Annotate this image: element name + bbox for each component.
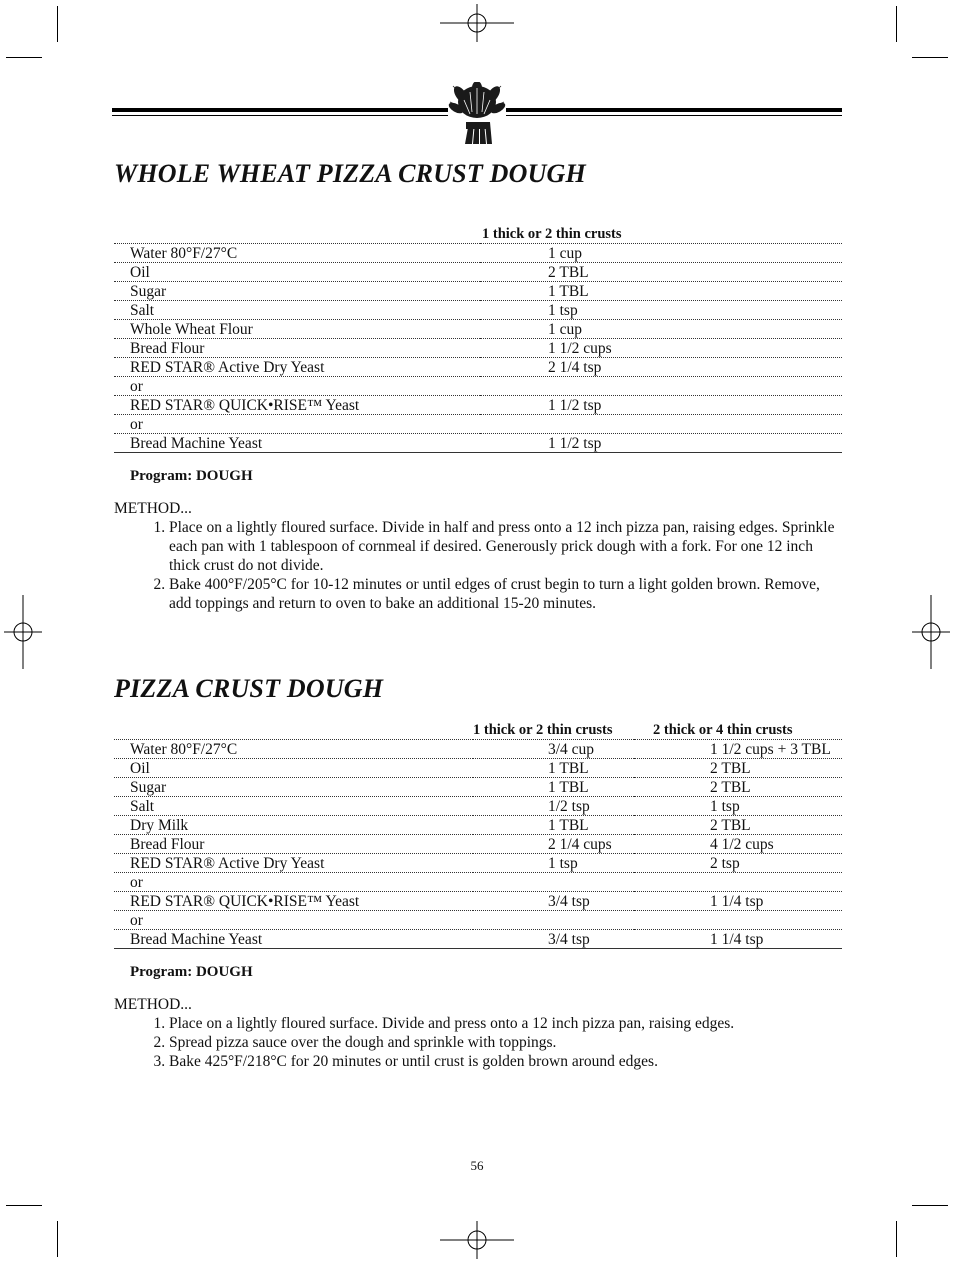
amount-cell: 1/2 tsp bbox=[473, 797, 634, 816]
method-steps bbox=[114, 1014, 844, 1071]
section-title: WHOLE WHEAT PIZZA CRUST DOUGH bbox=[114, 159, 586, 188]
table-row bbox=[114, 282, 842, 301]
ingredient-cell: or bbox=[114, 415, 480, 434]
table-row bbox=[114, 797, 842, 816]
crop-mark bbox=[57, 6, 58, 42]
table-row bbox=[114, 740, 842, 759]
amount-cell: 2 1/4 tsp bbox=[480, 358, 842, 377]
table-row bbox=[114, 339, 842, 358]
table-row bbox=[114, 358, 842, 377]
registration-mark-icon bbox=[440, 1221, 514, 1259]
header-blank bbox=[114, 225, 480, 244]
amount-cell: 1 1/4 tsp bbox=[634, 892, 842, 911]
amount-cell: 1 1/4 tsp bbox=[634, 930, 842, 949]
column-header: 1 thick or 2 thin crusts bbox=[480, 225, 842, 244]
table-row bbox=[114, 892, 842, 911]
crop-mark bbox=[912, 57, 948, 58]
ingredient-cell: Dry Milk bbox=[114, 816, 473, 835]
ingredient-cell: RED STAR® Active Dry Yeast bbox=[114, 358, 480, 377]
amount-cell: 2 TBL bbox=[634, 778, 842, 797]
amount-cell: 1 TBL bbox=[480, 282, 842, 301]
amount-cell: 2 TBL bbox=[480, 263, 842, 282]
amount-cell: 1 TBL bbox=[473, 778, 634, 797]
method-step: 2. Spread pizza sauce over the dough and sprinkle with toppings. bbox=[169, 1033, 844, 1052]
crop-mark bbox=[896, 1221, 897, 1257]
ingredient-cell: Oil bbox=[114, 263, 480, 282]
ingredient-cell: Sugar bbox=[114, 282, 480, 301]
ingredient-cell: RED STAR® Active Dry Yeast bbox=[114, 854, 473, 873]
column-header: 2 thick or 4 thin crusts bbox=[634, 721, 842, 740]
ingredient-cell: Oil bbox=[114, 759, 473, 778]
crop-mark bbox=[896, 6, 897, 42]
amount-cell: 1 1/2 tsp bbox=[480, 434, 842, 453]
amount-cell bbox=[473, 873, 634, 892]
amount-cell: 1 cup bbox=[480, 244, 842, 263]
ingredient-cell: Water 80°F/27°C bbox=[114, 244, 480, 263]
ingredient-cell: RED STAR® QUICK•RISE™ Yeast bbox=[114, 892, 473, 911]
method-steps bbox=[114, 518, 844, 613]
ingredient-cell: Whole Wheat Flour bbox=[114, 320, 480, 339]
program-label: Program: DOUGH bbox=[130, 964, 253, 980]
amount-cell: 3/4 cup bbox=[473, 740, 634, 759]
ingredient-cell: Bread Flour bbox=[114, 835, 473, 854]
table-row bbox=[114, 816, 842, 835]
table-row bbox=[114, 778, 842, 797]
program-label: Program: DOUGH bbox=[130, 468, 253, 484]
ingredient-cell: Bread Machine Yeast bbox=[114, 930, 473, 949]
amount-cell: 2 1/4 cups bbox=[473, 835, 634, 854]
amount-cell bbox=[480, 415, 842, 434]
method-step: 1. Place on a lightly floured surface. Divide in half and press onto a 12 inch pizza pan, raising edges. Sprinkle each pan with 1 tablespoon of cornmeal if desired. Generously prick dough with a fork. For one 12 inch thick crust do not divide. bbox=[169, 518, 844, 575]
section-title: PIZZA CRUST DOUGH bbox=[114, 674, 384, 703]
ingredient-table bbox=[114, 225, 842, 453]
amount-cell: 3/4 tsp bbox=[473, 930, 634, 949]
table-row bbox=[114, 301, 842, 320]
table-header-row bbox=[114, 721, 842, 740]
ingredient-cell: Salt bbox=[114, 301, 480, 320]
table-row bbox=[114, 759, 842, 778]
method-block bbox=[114, 995, 844, 1071]
amount-cell: 1 1/2 cups + 3 TBL bbox=[634, 740, 842, 759]
ingredient-cell: Water 80°F/27°C bbox=[114, 740, 473, 759]
method-block bbox=[114, 499, 844, 613]
amount-cell: 1 tsp bbox=[634, 797, 842, 816]
header-blank bbox=[114, 721, 473, 740]
ingredient-cell: or bbox=[114, 873, 473, 892]
method-step: 2. Bake 400°F/205°C for 10-12 minutes or until edges of crust begin to turn a light golden brown. Remove, add toppings and return to oven to bake an additional 15-20 minutes. bbox=[169, 575, 844, 613]
amount-cell: 3/4 tsp bbox=[473, 892, 634, 911]
amount-cell: 1 1/2 cups bbox=[480, 339, 842, 358]
amount-cell: 2 tsp bbox=[634, 854, 842, 873]
ingredient-cell: or bbox=[114, 911, 473, 930]
table-row bbox=[114, 854, 842, 873]
registration-mark-icon bbox=[4, 595, 42, 669]
crop-mark bbox=[6, 1205, 42, 1206]
amount-cell: 1 TBL bbox=[473, 759, 634, 778]
ingredient-cell: Salt bbox=[114, 797, 473, 816]
amount-cell: 1 TBL bbox=[473, 816, 634, 835]
ingredient-cell: Bread Flour bbox=[114, 339, 480, 358]
amount-cell bbox=[480, 377, 842, 396]
table-row bbox=[114, 377, 842, 396]
table-header-row bbox=[114, 225, 842, 244]
amount-cell: 1 cup bbox=[480, 320, 842, 339]
ingredient-cell: Sugar bbox=[114, 778, 473, 797]
crop-mark bbox=[57, 1221, 58, 1257]
ingredient-cell: Bread Machine Yeast bbox=[114, 434, 480, 453]
amount-cell: 1 1/2 tsp bbox=[480, 396, 842, 415]
amount-cell: 4 1/2 cups bbox=[634, 835, 842, 854]
crop-mark bbox=[6, 57, 42, 58]
page-number: 56 bbox=[470, 1158, 484, 1173]
table-row bbox=[114, 835, 842, 854]
amount-cell: 2 TBL bbox=[634, 759, 842, 778]
table-row bbox=[114, 320, 842, 339]
method-label: METHOD... bbox=[114, 500, 192, 517]
table-row bbox=[114, 263, 842, 282]
column-header: 1 thick or 2 thin crusts bbox=[473, 721, 634, 740]
table-row bbox=[114, 873, 842, 892]
registration-mark-icon bbox=[440, 4, 514, 42]
amount-cell: 1 tsp bbox=[480, 301, 842, 320]
method-step: 1. Place on a lightly floured surface. Divide and press onto a 12 inch pizza pan, raising edges. bbox=[169, 1014, 844, 1033]
crop-mark bbox=[912, 1205, 948, 1206]
wheat-sheaf-icon bbox=[448, 82, 506, 146]
ingredient-table bbox=[114, 721, 842, 949]
amount-cell bbox=[634, 911, 842, 930]
ingredient-cell: RED STAR® QUICK•RISE™ Yeast bbox=[114, 396, 480, 415]
table-row bbox=[114, 396, 842, 415]
table-row bbox=[114, 930, 842, 949]
registration-mark-icon bbox=[912, 595, 950, 669]
method-step: 3. Bake 425°F/218°C for 20 minutes or until crust is golden brown around edges. bbox=[169, 1052, 844, 1071]
table-row bbox=[114, 415, 842, 434]
method-label: METHOD... bbox=[114, 996, 192, 1013]
amount-cell bbox=[473, 911, 634, 930]
table-row bbox=[114, 911, 842, 930]
table-row bbox=[114, 244, 842, 263]
amount-cell: 2 TBL bbox=[634, 816, 842, 835]
table-row bbox=[114, 434, 842, 453]
amount-cell bbox=[634, 873, 842, 892]
amount-cell: 1 tsp bbox=[473, 854, 634, 873]
ingredient-cell: or bbox=[114, 377, 480, 396]
